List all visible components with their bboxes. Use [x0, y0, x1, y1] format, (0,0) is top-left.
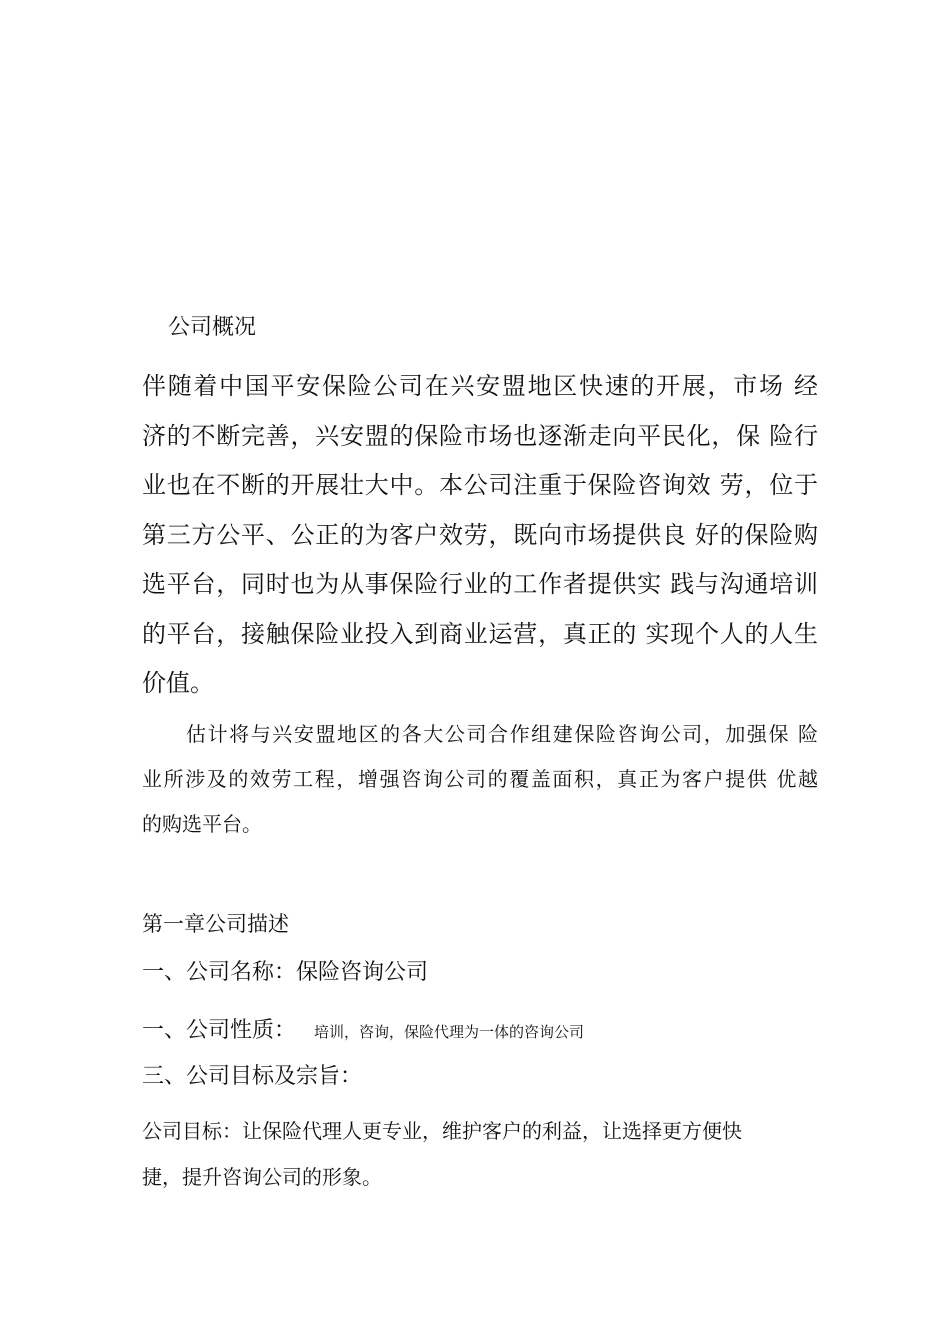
company-nature-row: [142, 1014, 818, 1049]
paragraph-line: 的购选平台。: [142, 812, 262, 836]
company-nature-heading: 一、公司性质：: [142, 1018, 297, 1043]
paragraph-line: 第三方公平、公正的为客户效劳，既向市场提供良 好的保险购: [142, 520, 818, 549]
paragraph-line: 伴随着中国平安保险公司在兴安盟地区快速的开展，市场 经: [142, 372, 818, 400]
overview-paragraph-1: [142, 362, 818, 709]
paragraph-line: 济的不断完善，兴安盟的保险市场也逐渐走向平民化，保 险行: [142, 421, 818, 450]
paragraph-line: 捷，提升咨询公司的形象。: [142, 1165, 382, 1189]
paragraph-line: 价值。: [142, 669, 214, 697]
paragraph-line: 业也在不断的开展壮大中。本公司注重于保险咨询效 劳，位于: [142, 471, 818, 499]
company-goal-text: [142, 1108, 802, 1200]
paragraph-line: 选平台，同时也为从事保险行业的工作者提供实 践与沟通培训: [142, 570, 818, 598]
paragraph-line: 公司目标：让保险代理人更专业，维护客户的利益，让选择更方便快: [142, 1119, 742, 1143]
company-goal-heading: 三、公司目标及宗旨：: [142, 1064, 363, 1089]
overview-title: 公司概况: [168, 315, 257, 340]
paragraph-line: 估计将与兴安盟地区的各大公司合作组建保险咨询公司，加强保 险: [186, 722, 818, 746]
company-nature-value: 培训，咨询，保险代理为一体的咨询公司: [314, 1023, 585, 1041]
paragraph-line: 业所涉及的效劳工程，增强咨询公司的覆盖面积，真正为客户提供 优越: [142, 767, 818, 791]
overview-paragraph-2: [142, 712, 818, 847]
chapter-title: 第一章公司描述: [142, 912, 289, 936]
company-name-heading: 一、公司名称：保险咨询公司: [142, 960, 429, 985]
paragraph-line: 的平台，接触保险业投入到商业运营，真正的 实现个人的人生: [142, 619, 818, 648]
